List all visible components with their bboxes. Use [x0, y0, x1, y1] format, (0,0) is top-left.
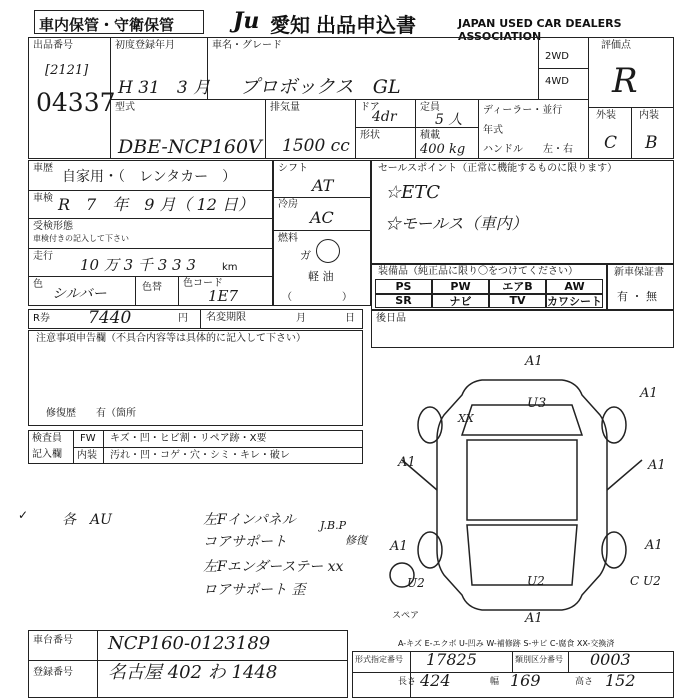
- handle-label: ハンドル: [483, 144, 523, 155]
- mileage-value: 10 万 3 千 3 3 3: [80, 256, 196, 274]
- fuel-light-oil: 軽 油: [308, 270, 334, 283]
- length-value: 424: [420, 671, 451, 690]
- sales-point-2: ☆モールス（車内）: [385, 214, 528, 233]
- mileage-unit: km: [222, 262, 238, 273]
- door-shape-value: 4dr: [372, 109, 397, 125]
- recycle-value: 7440: [88, 308, 132, 328]
- note-5: ロアサポート 歪: [203, 582, 306, 598]
- fw-label: FW: [80, 433, 96, 444]
- lot-bracket: [2121]: [45, 63, 89, 78]
- equipment-label: 装備品（純正品に限り〇をつけてください）: [378, 266, 578, 277]
- sales-points-label: セールスポイント（正常に機能するものに限ります）: [378, 163, 618, 174]
- equipment-item: SR: [375, 294, 432, 309]
- note-repair: 修復: [345, 534, 367, 547]
- shift-value: AT: [312, 176, 334, 195]
- mark-u3: U3: [527, 396, 547, 411]
- model-cert-value: 17825: [426, 650, 477, 669]
- first-reg-label: 初度登録年月: [115, 40, 175, 51]
- color-code-value: 1E7: [208, 287, 239, 305]
- chassis-no-label: 車台番号: [33, 635, 73, 646]
- color-label: 色: [33, 279, 43, 290]
- mark-right-lower: A1: [645, 538, 663, 553]
- note-1: 各 AU: [62, 512, 112, 528]
- notes-header: 注意事項申告欄（不具合内容等は具体的に記入して下さい）: [36, 333, 306, 344]
- rear-left-wheel: [418, 532, 442, 568]
- displacement-label: 排気量: [270, 102, 300, 113]
- note-3: コアサポート: [203, 534, 287, 550]
- repair-history: 修復歴 有（箇所: [46, 408, 136, 419]
- equipment-grid: [375, 279, 603, 308]
- storage-type-box: [34, 10, 204, 34]
- drive-2wd: 2WD: [545, 51, 569, 62]
- inspection-note: 車検付きの記入して下さい: [33, 234, 129, 243]
- exterior-label: 外装: [596, 110, 616, 121]
- sales-point-1: ☆ETC: [385, 182, 441, 203]
- classification-label: 類別区分番号: [515, 655, 563, 664]
- inspection-form-label: 受検形態: [33, 221, 73, 232]
- model-cert-label: 形式指定番号: [355, 655, 403, 664]
- holder-month: 月: [296, 313, 306, 324]
- doors-label: ドア: [360, 102, 380, 113]
- fw-items: キズ・凹・ヒビ割・リペア跡・X要: [110, 433, 267, 444]
- storage-type: 車内保管・守衛保管: [39, 16, 175, 34]
- int-grade: B: [645, 133, 658, 153]
- rear-window: [467, 525, 577, 588]
- history-label: 車歴: [33, 163, 53, 174]
- mark-xx: XX: [458, 412, 474, 425]
- fuel-gas: ガ: [300, 249, 311, 262]
- holder-period-label: 名変期限: [206, 312, 246, 323]
- warranty-options: 有 ・ 無: [617, 290, 657, 303]
- inspector-label: 検査員: [32, 433, 62, 444]
- displacement-value: 1500 cc: [282, 136, 350, 156]
- car-name-value: プロボックス GL: [240, 76, 401, 98]
- entry-col-label: 記入欄: [32, 449, 62, 460]
- fuel-label: 燃料: [278, 233, 298, 244]
- fuel-other: （ ）: [282, 292, 352, 303]
- equipment-item: ナビ: [432, 294, 489, 309]
- car-name-label: 車名・グレード: [212, 40, 282, 51]
- rear-right-wheel: [602, 532, 626, 568]
- equipment-item: PS: [375, 279, 432, 294]
- reg-no-label: 登録番号: [33, 667, 73, 678]
- sales-points-block: [371, 160, 674, 264]
- model-type-label: 型式: [115, 102, 135, 113]
- association-name: JAPAN USED CAR DEALERS ASSOCIATION: [458, 17, 622, 43]
- lot-no-label: 出品番号: [33, 40, 73, 51]
- color-code-label: 色コード: [183, 278, 223, 289]
- width-value: 169: [510, 671, 541, 690]
- equipment-item: エアB: [489, 279, 546, 294]
- interior-label: 内装: [639, 110, 659, 121]
- equipment-item: TV: [489, 294, 546, 309]
- color-value: シルバー: [52, 286, 107, 302]
- color-swap-label: 色替: [142, 282, 162, 293]
- cooling-value: AC: [310, 208, 334, 227]
- after-install-block: [371, 310, 674, 348]
- mark-u2-mid: U2: [527, 574, 545, 588]
- equipment-item: AW: [546, 279, 603, 294]
- equipment-item: カワシート: [547, 294, 602, 308]
- first-reg-value: H 31 3 月: [118, 78, 211, 98]
- form-title: 出品申込書: [316, 13, 416, 37]
- model-type-value: DBE-NCP160V: [118, 136, 262, 158]
- history-value: 自家用・（ レンタカー ）: [62, 169, 237, 185]
- recycle-row: [28, 309, 363, 329]
- capacity-value: 5 人: [435, 112, 463, 128]
- lot-no-value: 04337: [36, 88, 116, 117]
- recycle-yen: 円: [178, 313, 188, 324]
- check-mark: ✓: [18, 508, 29, 522]
- inspection-value: R 7 年 9 月（ 12 日）: [58, 195, 255, 214]
- length-label: 長さ: [398, 677, 417, 687]
- recycle-label: R券: [33, 313, 50, 324]
- load-label: 積載: [420, 130, 440, 141]
- inspection-label: 車検: [33, 193, 53, 204]
- mark-bottom: A1: [525, 611, 543, 626]
- mark-u2-left: U2: [407, 576, 425, 590]
- mark-left-lower: A1: [390, 539, 408, 554]
- mark-top: A1: [525, 354, 543, 369]
- note-bp: J.B.P: [320, 519, 347, 532]
- mark-right-mid: A1: [648, 458, 666, 473]
- cooling-label: 冷房: [278, 199, 298, 210]
- damage-legend: A-キズ E-エクボ U-凹み W-補修跡 S-サビ C-腐食 XX-交換済: [398, 639, 615, 648]
- ext-grade: C: [604, 133, 618, 153]
- capacity-label: 定員: [420, 102, 440, 113]
- mark-u2-right: C U2: [630, 574, 661, 588]
- mark-left-mid: A1: [398, 455, 416, 470]
- reg-no-value: 名古屋 402 わ 1448: [108, 662, 278, 683]
- roof: [467, 440, 577, 520]
- front-windshield: [462, 405, 582, 435]
- after-install-label: 後日品: [376, 313, 406, 324]
- width-label: 幅: [490, 677, 500, 687]
- shape-label: 形状: [360, 130, 380, 141]
- mileage-label: 走行: [33, 251, 53, 262]
- warranty-label: 新車保証書: [614, 267, 664, 278]
- interior-items: 汚れ・凹・コゲ・穴・シミ・キレ・破レ: [110, 450, 290, 461]
- org-name: 愛知: [270, 13, 310, 37]
- spare-label: スペア: [392, 611, 420, 621]
- load-value: 400 kg: [420, 142, 466, 157]
- classification-value: 0003: [590, 650, 631, 669]
- mark-right-upper: A1: [640, 386, 658, 401]
- height-value: 152: [605, 671, 636, 690]
- interior-short-label: 内装: [77, 450, 97, 461]
- equipment-item: PW: [432, 279, 489, 294]
- model-year-label: 年式: [483, 125, 503, 136]
- rating-value: R: [612, 61, 638, 101]
- height-label: 高さ: [575, 677, 594, 687]
- fuel-circle-mark: [316, 239, 340, 263]
- handle-options: 左・右: [543, 144, 573, 155]
- drive-4wd: 4WD: [545, 76, 569, 87]
- chassis-no-value: NCP160-0123189: [108, 633, 271, 654]
- note-2: 左Fインパネル: [203, 512, 296, 528]
- holder-day: 日: [345, 313, 355, 324]
- dealer-label: ディーラー・並行: [483, 105, 563, 116]
- rating-label: 評価点: [601, 40, 631, 51]
- ju-logo: Ju: [233, 8, 260, 34]
- note-4: 左Fエンダーステー xx: [203, 559, 344, 575]
- shift-label: シフト: [278, 163, 308, 174]
